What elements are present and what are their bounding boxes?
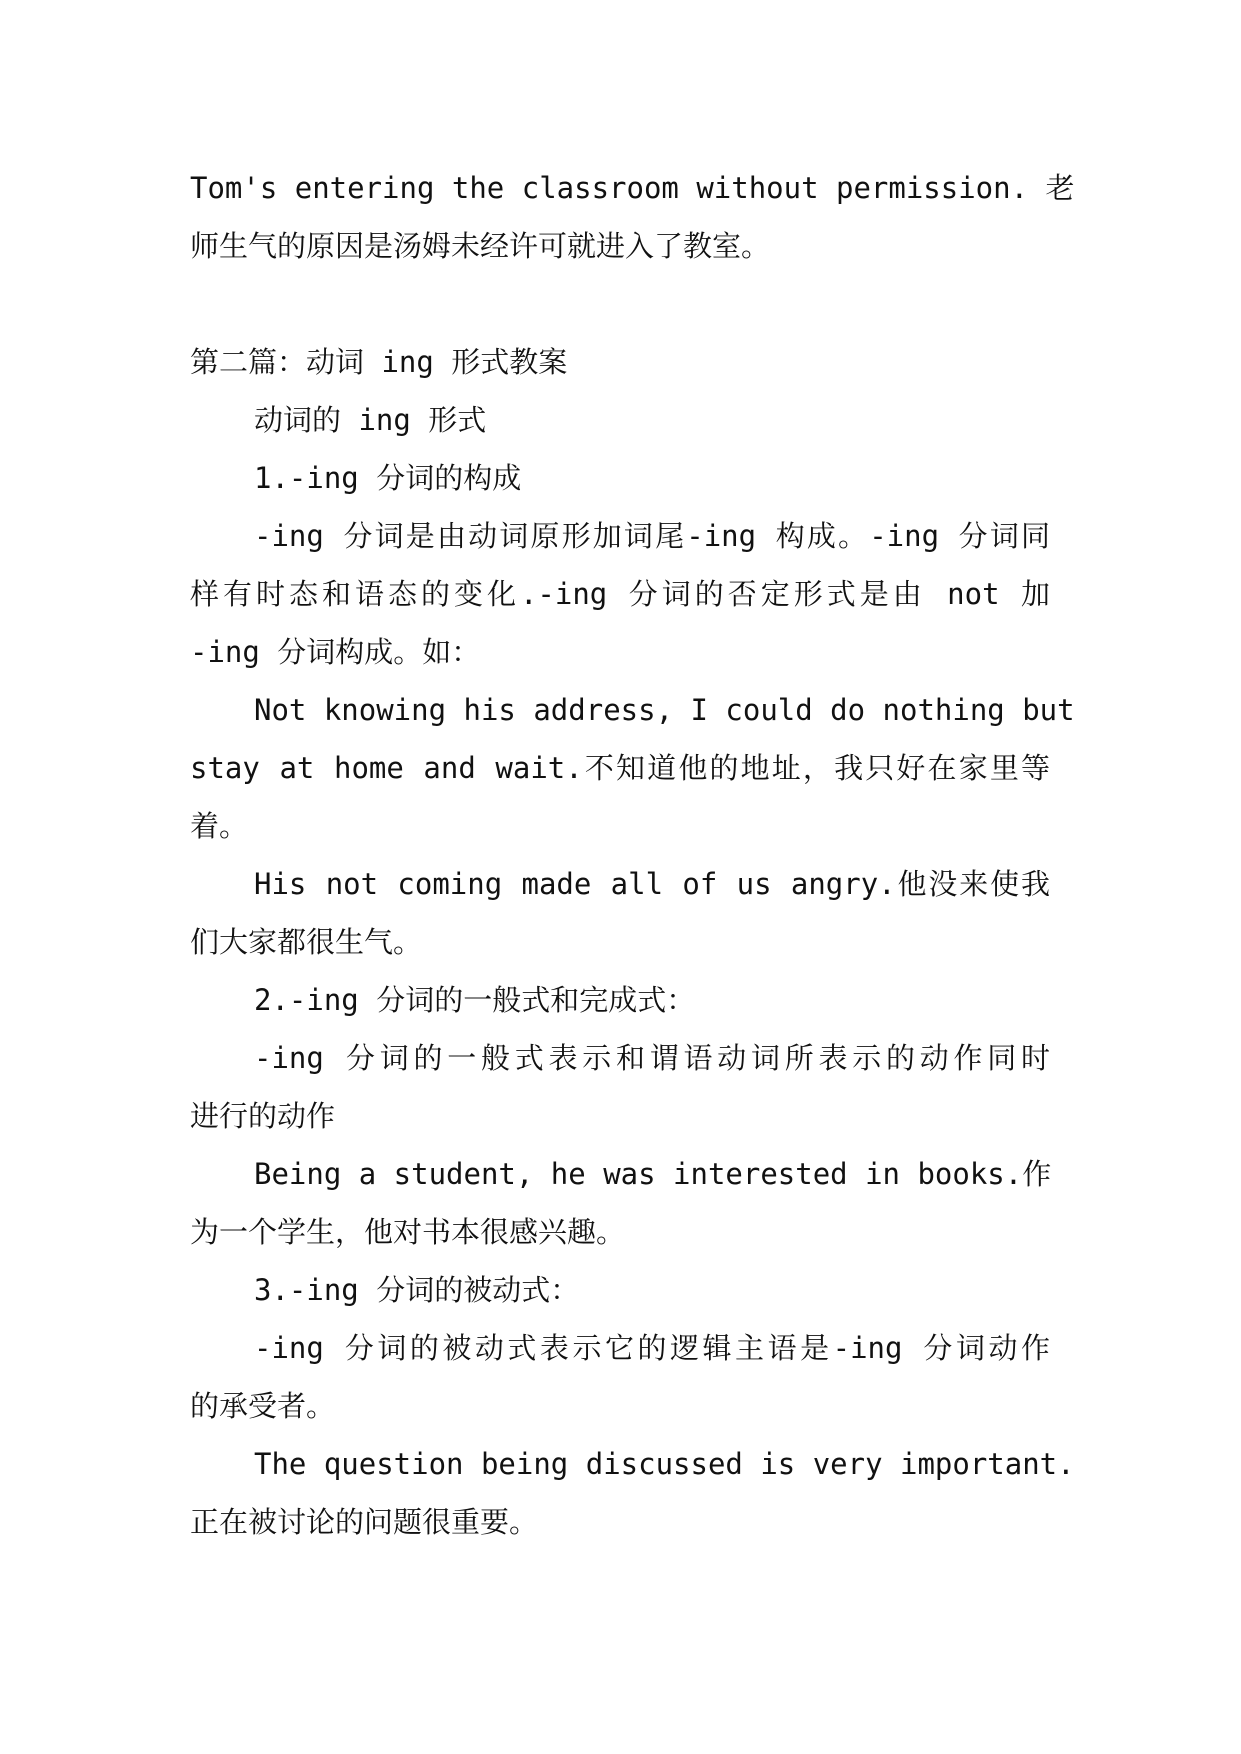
subheading: 动词的 ing 形式 bbox=[254, 403, 487, 437]
text-line: -ing 分词构成。如： bbox=[190, 635, 481, 669]
text-line: -ing 分词的一般式表示和谓语动词所表示的动作同时 bbox=[254, 1041, 1050, 1075]
text-line: -ing 分词的被动式表示它的逻辑主语是-ing 分词动作 bbox=[254, 1331, 1050, 1365]
example-line: stay at home and wait.不知道他的地址，我只好在家里等 bbox=[190, 751, 1050, 785]
example-line: 着。 bbox=[190, 809, 249, 843]
numbered-heading: 2.-ing 分词的一般式和完成式： bbox=[254, 983, 696, 1017]
example-line: The question being discussed is very important. bbox=[254, 1447, 1075, 1481]
text-line: 样有时态和语态的变化.-ing 分词的否定形式是由 not 加 bbox=[190, 577, 1050, 611]
example-line: Being a student, he was interested in books.作 bbox=[254, 1157, 1052, 1191]
numbered-heading: 3.-ing 分词的被动式： bbox=[254, 1273, 580, 1307]
text-line: 的承受者。 bbox=[190, 1389, 336, 1423]
text-line: Tom's entering the classroom without permission. 老 bbox=[190, 171, 1075, 205]
example-line: 为一个学生，他对书本很感兴趣。 bbox=[190, 1215, 626, 1249]
example-line: 们大家都很生气。 bbox=[190, 925, 423, 959]
text-line: 进行的动作 bbox=[190, 1099, 336, 1133]
numbered-heading: 1.-ing 分词的构成 bbox=[254, 461, 522, 495]
section-heading: 第二篇：动词 ing 形式教案 bbox=[190, 345, 568, 379]
example-line: 正在被讨论的问题很重要。 bbox=[190, 1505, 539, 1539]
example-line: His not coming made all of us angry.他没来使我 bbox=[254, 867, 1050, 901]
text-line: -ing 分词是由动词原形加词尾-ing 构成。-ing 分词同 bbox=[254, 519, 1050, 553]
example-line: Not knowing his address, I could do nothing but bbox=[254, 693, 1075, 727]
text-line: 师生气的原因是汤姆未经许可就进入了教室。 bbox=[190, 229, 771, 263]
